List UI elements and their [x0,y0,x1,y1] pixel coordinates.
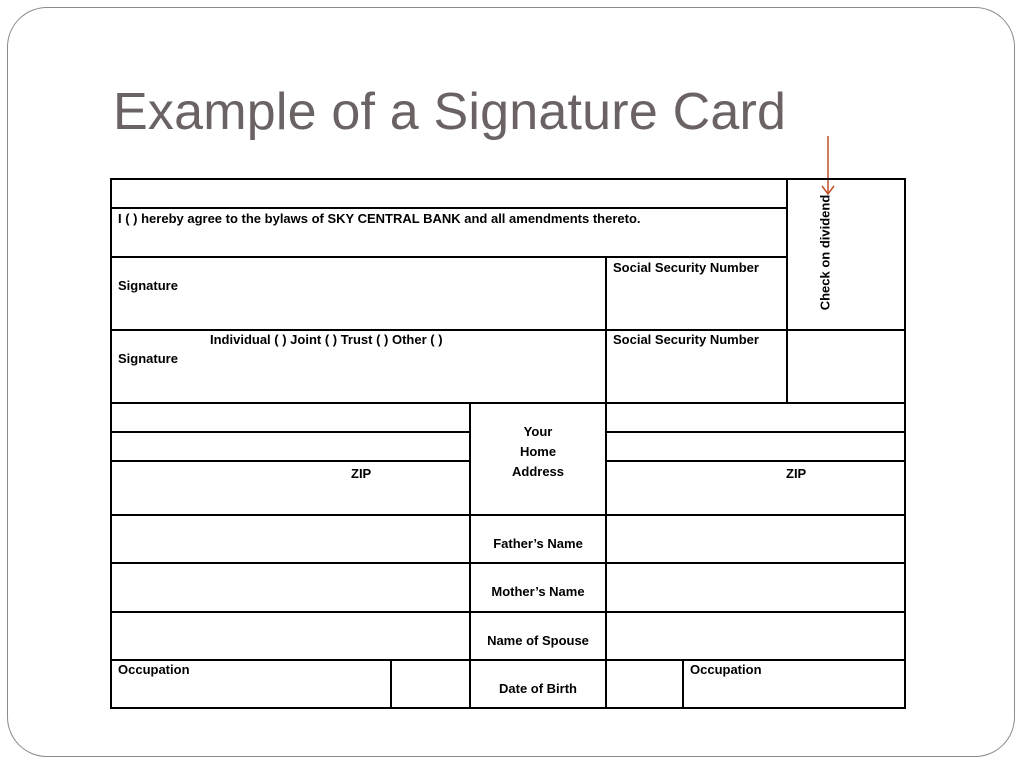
fathers-name-label: Father’s Name [493,536,583,551]
slide-title: Example of a Signature Card [113,83,787,141]
home-address-line2: Home [519,444,557,459]
home-address-line1: Your [523,424,553,439]
zip-label-right: ZIP [786,466,807,481]
spouse-name-label: Name of Spouse [487,633,589,648]
occupation-label-left: Occupation [118,662,190,677]
signature-label-2: Signature [118,351,178,366]
mothers-name-label: Mother’s Name [491,584,585,599]
signature-card-form [110,178,906,709]
signature-label: Signature [118,278,178,293]
account-type-options: Individual ( ) Joint ( ) Trust ( ) Other ( ) [210,332,443,347]
check-on-dividend-label: Check on dividend [817,194,833,311]
ssn-label: Social Security Number [613,260,759,275]
ssn-label-2: Social Security Number [613,332,759,347]
occupation-label-right: Occupation [690,662,762,677]
date-of-birth-label: Date of Birth [499,681,577,696]
zip-label-left: ZIP [351,466,372,481]
bylaws-agreement-text: I ( ) hereby agree to the bylaws of SKY CENTRAL BANK and all amendments thereto. [118,211,641,226]
home-address-line3: Address [511,464,565,479]
